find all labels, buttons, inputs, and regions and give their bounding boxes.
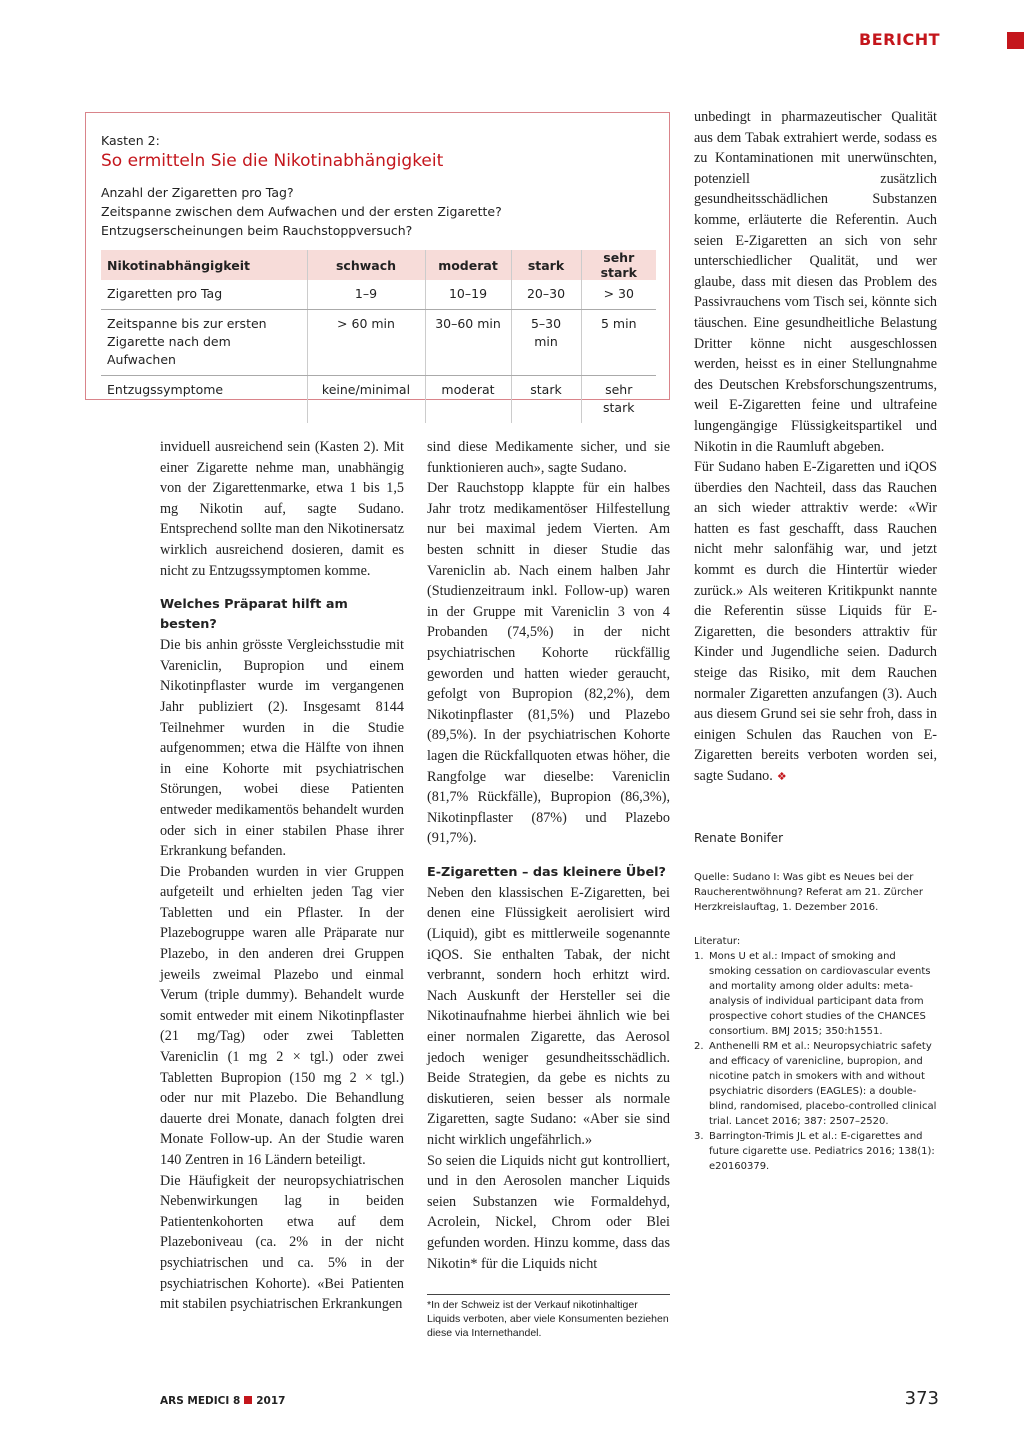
paragraph-last [694, 457, 937, 788]
table-cell: Entzugssymptome [107, 382, 224, 397]
table-cell: Zeitspanne bis zur ersten Zigarette nach dem Aufwachen [101, 310, 307, 376]
square-marker-icon [244, 1396, 252, 1404]
end-mark-icon: ❖ [776, 771, 787, 783]
source-note: Quelle: Sudano I: Was gibt es Neues bei der Raucherentwöhnung? Referat am 21. Zürcher Herzkreislauftag, 1. Dezember 2016. [694, 872, 923, 913]
table-cell: 5 min [581, 310, 656, 376]
table-cell: 1–9 [307, 280, 425, 310]
footnote: *In der Schweiz ist der Verkauf nikotinhaltiger Liquids verboten, aber viele Konsumenten beziehen diese via Internethandel. [427, 1294, 670, 1340]
reference-item [694, 949, 937, 1039]
table-row [101, 376, 656, 424]
paragraph: So seien die Liquids nicht gut kontrolliert, und in den Aerosolen mancher Liquids seien Substanzen wie Formaldehyd, Acrolein, Nickel, Chrom oder Blei gefunden worden. Hinzu komme, dass das Nikotin* für die Liquids nicht [427, 1152, 670, 1272]
info-box [85, 112, 670, 415]
table-header: schwach [307, 250, 425, 280]
table-cell: 5–30 min [511, 310, 581, 376]
table-cell: > 60 min [307, 310, 425, 376]
box-questions [101, 183, 654, 240]
table-cell: moderat [425, 376, 511, 424]
table-row [101, 310, 656, 376]
box-question: Anzahl der Zigaretten pro Tag? [101, 185, 294, 200]
table-cell: 10–19 [425, 280, 511, 310]
reference-item [694, 1129, 937, 1174]
paragraph: unbedingt in pharmazeutischer Qualität aus dem Tabak extrahiert werde, sodass es zu Kontaminationen mit unerwünschten, potenziell zusätzlich gesundheitsschädlichen Substanzen komme, erläuterte die Referentin. Auch seien E-Zigaretten an sich von sehr unterschiedlicher Qualität, und wer glaube, dass mit diesen das Problem des Passivrauchens vom Tisch sei, könnte sich täuschen. Eine gesundheitliche Belastung Dritter könne nicht ausgeschlossen werden, heisst es in einer Stellungnahme des Deutschen Krebsforschungszentrums, weil E-Zigaretten feine und ultrafeine lungengängige Flüssigkeitspartikel und Nikotin in die Raumluft abgeben. [694, 109, 937, 455]
reference-text: Mons U et al.: Impact of smoking and smoking cessation on cardiovascular events and mortality among older adults: meta-analysis of individual participant data from prospective cohort studies of the CHANCES consortium. BMJ 2015; 350:h1551. [709, 951, 931, 1037]
text-column-3 [694, 107, 937, 788]
table-header-row [101, 250, 656, 280]
paragraph: Die Probanden wurden in vier Gruppen aufgeteilt und erhielten jeden Tag vier Tabletten und ein Pflaster. In der Plazebogruppe waren alle Präparate nur Plazebo, in den anderen drei Gruppen jeweils zweimal Plazebo und einmal Verum (triple dummy). Behandelt wurde somit entweder mit einem Nikotinpflaster (21 mg/Tag) oder zwei Tabletten Vareniclin (1 mg 2 × tgl.) oder zwei Tabletten Bupropion (150 mg 2 × tgl.) oder nur mit Plazebo. Die Behandlung dauerte drei Monate, danach folgten drei Monate Follow-up. An der Studie waren 140 Zentren in 16 Ländern beteiligt. [160, 863, 404, 1168]
journal-year: 2017 [256, 1395, 286, 1407]
paragraph: Neben den klassischen E-Zigaretten, bei denen eine Flüssigkeit aerolisiert wird (Liquid), gibt es mittlerweile sogenannte iQOS. Sie enthalten Tabak, der nicht verbrannt, sondern hoch erhitzt wird. Nach Auskunft der Hersteller sei die Nikotinaufnahme hierbei ähnlich wie bei einer normalen Zigarette, das Aerosol jedoch weniger gesundheitsschädlich. Beide Strategien, da gebe es nichts zu diskutieren, seien besser als normale Zigaretten, sagte Sudano: «Aber sie sind nicht wirklich ungefährlich.» [427, 884, 670, 1148]
table-cell: 30–60 min [425, 310, 511, 376]
reference-number: 3. [694, 1131, 704, 1142]
section-label: BERICHT [859, 30, 940, 49]
paragraph: sind diese Medikamente sicher, und sie funktionieren auch», sagte Sudano. [427, 439, 670, 476]
table-cell: keine/minimal [307, 376, 425, 424]
text-column-2 [427, 437, 670, 1274]
table-cell: sehr stark [581, 376, 656, 424]
section-heading: E-Zigaretten – das kleinere Übel? [427, 864, 666, 880]
table-header: Nikotinabhängigkeit [101, 250, 307, 280]
table-header: sehr stark [581, 250, 656, 280]
box-question: Entzugserscheinungen beim Rauchstoppversuch? [101, 223, 413, 238]
table-header: stark [511, 250, 581, 280]
literature [694, 934, 937, 1174]
reference-number: 2. [694, 1041, 704, 1052]
box-question: Zeitspanne zwischen dem Aufwachen und der ersten Zigarette? [101, 204, 502, 219]
reference-number: 1. [694, 951, 704, 962]
paragraph: inviduell ausreichend sein (Kasten 2). Mit einer Zigarette nehme man, unabhängig von der Zigarettenmarke, etwa 1 bis 1,5 mg Nikotin auf, sagte Sudano. Entsprechend sollte man den Nikotinersatz wirklich ausreichend dosieren, damit es nicht zu Entzugssymptomen komme. [160, 439, 404, 579]
journal-footer [160, 1395, 285, 1407]
dependency-table [101, 250, 656, 423]
paragraph: Die bis anhin grösste Vergleichsstudie mit Vareniclin, Bupropion und einem Nikotinpflaster wurde im vergangenen Jahr publiziert (2). Insgesamt 8144 Teilnehmer wurden in die Studie aufgenommen; etwa die Hälfte von ihnen in eine Kohorte mit psychiatrischen Störungen, wobei diese Patienten entweder medikamentös behandelt wurden oder sich in einer stabilen Phase ihrer Erkrankung befanden. [160, 637, 404, 860]
section-marker [1007, 32, 1024, 49]
box-title: So ermitteln Sie die Nikotinabhängigkeit [101, 151, 444, 171]
table-cell: stark [511, 376, 581, 424]
table-cell: 20–30 [511, 280, 581, 310]
reference-text: Anthenelli RM et al.: Neuropsychiatric safety and efficacy of varenicline, bupropion, and nicotine patch in smokers with and without psychiatric disorders (EAGLES): a double-blind, randomised, placebo-controlled clinical trial. Lancet 2016; 387: 2507–2520. [709, 1041, 937, 1127]
paragraph-text: Für Sudano haben E-Zigaretten und iQOS überdies den Nachteil, dass das Rauchen an sich wieder attraktiv werde: «Wir hatten es fast geschafft, dass Rauchen nicht mehr salonfähig war, und jetzt kommt es durch die Hintertür wieder zurück.» Als weiteren Kritikpunkt nannte die Referentin süsse Liquids für E-Zigaretten, die besonders attraktiv für Kinder und Jugendliche seien. Dadurch steige das Risiko, mit dem Rauchen normaler Zigaretten anzufangen (3). Auch aus diesem Grund sei sie sehr froh, dass in einigen Schulen das Rauchen von E-Zigaretten bereits verboten worden sei, sagte Sudano. [694, 459, 937, 784]
box-label: Kasten 2: [101, 133, 160, 148]
author: Renate Bonifer [694, 831, 784, 845]
table-cell: Zigaretten pro Tag [101, 280, 307, 310]
reference-text: Barrington-Trimis JL et al.: E-cigarettes and future cigarette use. Pediatrics 2016; 138(1): e20160379. [709, 1131, 935, 1172]
paragraph: Die Häufigkeit der neuropsychiatrischen Nebenwirkungen lag in beiden Patientenkohorten etwa auf dem Plazeboniveau (ca. 2% in der nicht psychiatrischen und ca. 5% in der psychiatrischen Kohorte). «Bei Patienten mit stabilen psychiatrischen Erkrankungen [160, 1172, 404, 1313]
section-heading: Welches Präparat hilft am besten? [160, 597, 348, 633]
reference-item [694, 1039, 937, 1129]
literature-heading: Literatur: [694, 936, 741, 947]
reference-list [694, 949, 937, 1174]
text-column-1 [160, 437, 404, 1315]
table-cell: > 30 [581, 280, 656, 310]
paragraph: Der Rauchstopp klappte für ein halbes Jahr trotz medikamentöser Hilfestellung nur bei maximal jedem Vierten. Am besten schnitt in dieser Studie das Vareniclin ab. Nach einem halben Jahr (Studienzeitraum inkl. Follow-up) waren in der Gruppe mit Vareniclin 3 von 4 Probanden (74,5%) in der nicht psychiatrischen Kohorte rückfällig geworden und hatten wieder geraucht, gefolgt von Bupropion (82,2%), dem Nikotinpflaster (81,5%) und Plazebo (89,5%). In der psychiatrischen Kohorte lagen die Rückfallquoten etwas höher, die Rangfolge war dieselbe: Vareniclin (81,7% Rückfälle), Bupropion (86,3%), Nikotinpflaster (87%) und Plazebo (91,7%). [427, 480, 670, 847]
journal-name: ARS MEDICI 8 [160, 1395, 241, 1407]
page-number: 373 [904, 1388, 939, 1409]
table-row [101, 280, 656, 310]
table-header: moderat [425, 250, 511, 280]
